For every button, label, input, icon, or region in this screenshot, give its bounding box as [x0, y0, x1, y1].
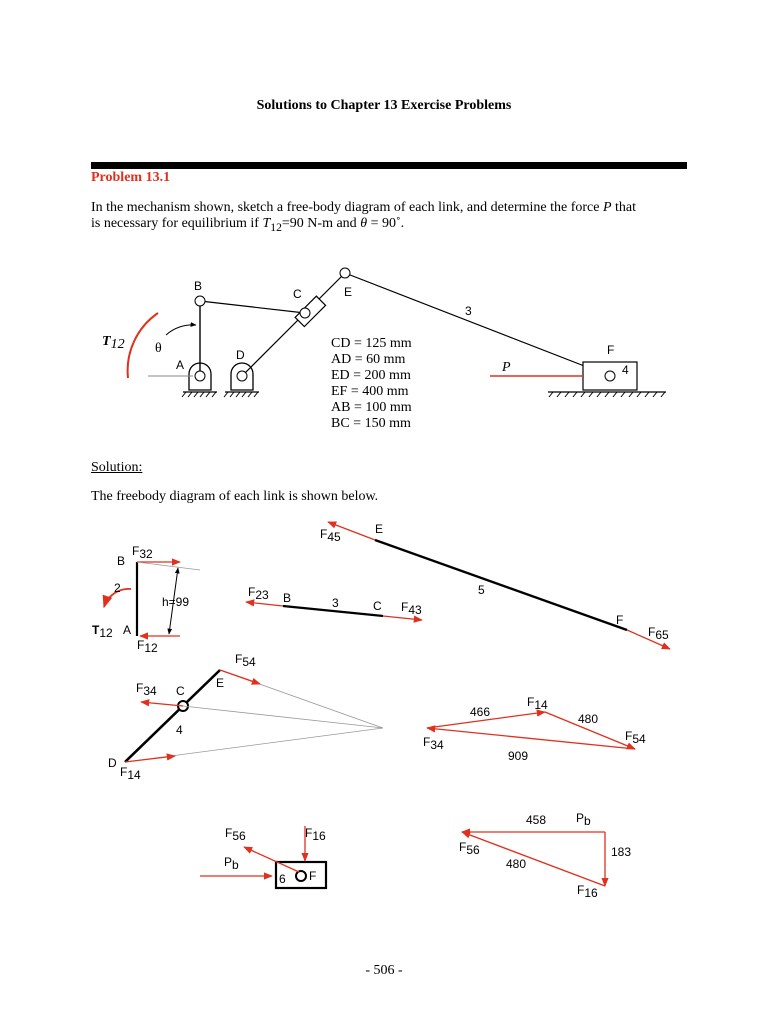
- pin-a: [195, 371, 205, 381]
- label-t12: [92, 623, 113, 640]
- f12-main: F: [137, 638, 145, 652]
- label-e: E: [344, 285, 353, 299]
- pin-f: [605, 371, 615, 381]
- label-force-p: P: [502, 360, 511, 375]
- polygon2-value-183: 183: [611, 845, 632, 859]
- torque-symbol: T: [262, 216, 271, 231]
- polygon2-label-f16: [577, 883, 598, 900]
- pin-c: [300, 308, 310, 318]
- f45-main: F: [320, 527, 328, 541]
- f32-line-of-action: [137, 562, 200, 570]
- torque-subscript: 12: [270, 220, 282, 234]
- f56-sub: 56: [232, 829, 246, 843]
- label-link4-num: 4: [176, 723, 183, 737]
- t12-sub: 12: [99, 626, 113, 640]
- polygon1-label-f34: [423, 735, 444, 752]
- polygon1-value-909: 909: [508, 749, 529, 763]
- f54-sub: 54: [242, 655, 256, 669]
- page-number: - 506 -: [365, 963, 403, 978]
- link-bc: [200, 301, 305, 313]
- fbd-link2: [92, 544, 200, 655]
- dimension-ed: ED = 200 mm: [331, 368, 411, 383]
- f14-sub: 14: [127, 768, 141, 782]
- label-f34: [136, 681, 157, 698]
- polygon1-value-466: 466: [470, 705, 491, 719]
- label-f12: [137, 638, 158, 655]
- label-c3: C: [373, 599, 382, 613]
- polygon2-label-f56: [459, 840, 480, 857]
- polygon1-label-f14: [527, 695, 548, 712]
- statement-line2-b: =90 N-m and: [281, 216, 361, 231]
- f32-main: F: [132, 544, 140, 558]
- label-link5-num: 5: [478, 583, 485, 597]
- p2-f16-main: F: [577, 883, 585, 897]
- polygon2-f56: [462, 832, 605, 886]
- label-f: F: [607, 343, 615, 357]
- label-f54: [235, 652, 256, 669]
- mechanism-diagram: [102, 268, 666, 431]
- f34-main: F: [136, 681, 144, 695]
- label-f14: [120, 765, 141, 782]
- dimension-bc: BC = 150 mm: [331, 416, 411, 431]
- dimension-ad: AD = 60 mm: [331, 352, 406, 367]
- f56-main: F: [225, 826, 233, 840]
- label-c4: C: [176, 684, 185, 698]
- p2-f56-sub: 56: [466, 843, 480, 857]
- p1-f14-main: F: [527, 695, 535, 709]
- f45-sub: 45: [327, 530, 341, 544]
- f54-main: F: [235, 652, 243, 666]
- f12-sub: 12: [144, 641, 158, 655]
- fbd-link5: [320, 522, 670, 649]
- fbd-link4: [108, 652, 383, 782]
- f16-sub: 16: [312, 829, 326, 843]
- f32-sub: 32: [139, 547, 153, 561]
- label-slider4: 4: [622, 363, 629, 377]
- f65-main: F: [648, 625, 656, 639]
- label-a2: A: [123, 623, 132, 637]
- f23-sub: 23: [255, 588, 269, 602]
- f43-sub: 43: [408, 603, 422, 617]
- label-h99: h=99: [162, 595, 190, 609]
- force-polygon-2: [459, 811, 631, 900]
- force-f14-arrow: [125, 756, 175, 762]
- label-b: B: [194, 279, 203, 293]
- p1-f14-sub: 14: [534, 698, 548, 712]
- dimension-ab: AB = 100 mm: [331, 400, 412, 415]
- label-link3-num: 3: [332, 596, 339, 610]
- p2-pb-main: P: [576, 811, 585, 825]
- torque-sub: 12: [110, 337, 125, 352]
- force-variable: P: [602, 200, 612, 215]
- ground-hatch: [549, 392, 665, 397]
- label-f32: [132, 544, 153, 561]
- polygon2-label-pb: [576, 811, 591, 828]
- p2-f56-main: F: [459, 840, 467, 854]
- label-link3: 3: [465, 304, 472, 318]
- f34-sub: 34: [143, 684, 157, 698]
- label-d: D: [236, 348, 245, 362]
- force-f23-arrow: [246, 602, 283, 606]
- p2-f16-sub: 16: [584, 886, 598, 900]
- label-e5: E: [375, 522, 384, 536]
- label-torque: [102, 334, 125, 352]
- p1-f54-sub: 54: [632, 732, 646, 746]
- p1-f54-main: F: [625, 729, 633, 743]
- f43-main: F: [401, 600, 409, 614]
- solution-label: Solution:: [91, 460, 143, 475]
- f14-main: F: [120, 765, 128, 779]
- pb-main: P: [224, 855, 233, 869]
- dimension-cd: CD = 125 mm: [331, 336, 412, 351]
- problem-heading: Problem 13.1: [91, 170, 171, 185]
- force-f34-arrow: [141, 702, 183, 706]
- statement-line2-c: = 90˚.: [367, 216, 405, 231]
- force-f56-arrow: [244, 847, 299, 872]
- statement-line2-a: is necessary for equilibrium if: [91, 216, 263, 231]
- statement-line1-a: In the mechanism shown, sketch a free-body diagram of each link, and determine the force: [91, 200, 603, 215]
- label-f16: [305, 826, 326, 843]
- fbd-link3: [246, 585, 422, 620]
- document-title: Solutions to Chapter 13 Exercise Problems: [256, 98, 512, 113]
- polygon1-label-f54: [625, 729, 646, 746]
- polygon2-value-480: 480: [506, 857, 527, 871]
- label-e4: E: [216, 676, 225, 690]
- label-b3: B: [283, 591, 292, 605]
- statement-line1-b: that: [611, 200, 637, 215]
- polygon1-f34: [427, 728, 635, 749]
- f23-main: F: [248, 585, 256, 599]
- pb-sub: b: [232, 858, 239, 872]
- label-b2: B: [117, 554, 126, 568]
- pin-d: [237, 371, 247, 381]
- p1-f34-sub: 34: [430, 738, 444, 752]
- f16-main: F: [305, 826, 313, 840]
- force-polygon-1: [423, 695, 646, 763]
- label-a: A: [176, 358, 185, 372]
- t12-main: T: [92, 623, 100, 637]
- label-f5: F: [616, 613, 624, 627]
- label-pb: [224, 855, 239, 872]
- torque-arc: [128, 313, 158, 378]
- f65-sub: 65: [655, 628, 669, 642]
- dimension-ef: EF = 400 mm: [331, 384, 409, 399]
- label-f43: [401, 600, 422, 617]
- pin-e: [340, 268, 350, 278]
- torque-letter: T: [102, 334, 111, 349]
- label-f45: [320, 527, 341, 544]
- fbd-intro: The freebody diagram of each link is shown below.: [91, 489, 379, 504]
- label-d4: D: [108, 756, 117, 770]
- fbd-link6: [200, 826, 326, 888]
- polygon2-value-458: 458: [526, 813, 547, 827]
- label-f23: [248, 585, 269, 602]
- label-f65: [648, 625, 669, 642]
- pin-b: [195, 296, 205, 306]
- force-f54-arrow: [220, 670, 260, 684]
- label-theta: θ: [155, 341, 162, 356]
- label-link2: 2: [114, 581, 121, 595]
- label-f56: [225, 826, 246, 843]
- pin-f6: [296, 871, 306, 881]
- label-c: C: [293, 287, 302, 301]
- p1-f34-main: F: [423, 735, 431, 749]
- p2-pb-sub: b: [584, 814, 591, 828]
- theta-symbol: θ: [360, 216, 368, 231]
- theta-arc: [166, 325, 196, 335]
- polygon1-value-480: 480: [578, 712, 599, 726]
- label-f6: F: [309, 869, 317, 883]
- label-link6-num: 6: [279, 872, 286, 886]
